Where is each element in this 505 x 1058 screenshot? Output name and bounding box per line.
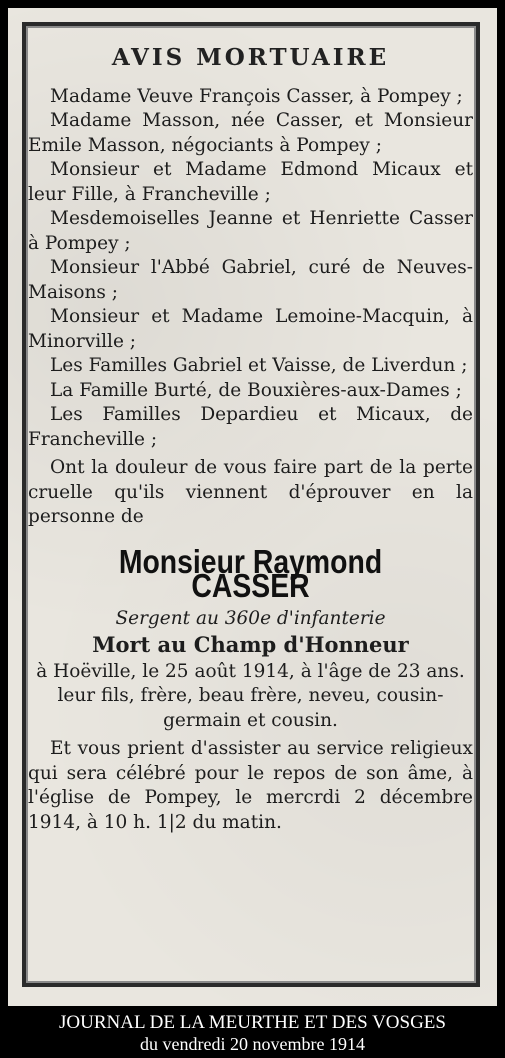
mourner-entry: Les Familles Depardieu et Micaux, de Francheville ; (28, 404, 473, 450)
caption-journal: JOURNAL DE LA MEURTHE ET DES VOSGES (59, 1012, 446, 1033)
death-heading: Mort au Champ d'Honneur (92, 632, 409, 657)
source-caption (0, 1012, 505, 1055)
death-notice (28, 36, 473, 835)
death-details: à Hoëville, le 25 août 1914, à l'âge de 23 ans. (36, 660, 465, 682)
mourner-entry: Madame Veuve François Casser, à Pompey ; (50, 85, 463, 107)
mourner-entry: Mesdemoiselles Jeanne et Henriette Casser à Pompey ; (28, 208, 473, 254)
mourners-list (28, 85, 473, 453)
mourner-entry: Monsieur l'Abbé Gabriel, curé de Neuves-Maisons ; (28, 257, 473, 303)
caption-date: du vendredi 20 novembre 1914 (140, 1034, 365, 1054)
mourner-entry: Monsieur et Madame Lemoine-Macquin, à Minorville ; (28, 306, 473, 352)
deceased-name: Monsieur Raymond CASSER (118, 542, 383, 604)
service-text: Et vous prient d'assister au service religieux qui sera célébré pour le repos de son âme, à l'église de Pompey, le mercrdi 2 décembre 1914, à 10 h. 1|2 du matin. (28, 738, 473, 833)
mourner-entry: Madame Masson, née Casser, et Monsieur Emile Masson, négociants à Pompey ; (28, 110, 473, 156)
mourner-entry: Monsieur et Madame Edmond Micaux et leur Fille, à Francheville ; (28, 159, 473, 205)
relation-text: leur fils, frère, beau frère, neveu, cousin-germain et cousin. (57, 685, 444, 731)
announcement-text: Ont la douleur de vous faire part de la perte cruelle qu'ils viennent d'éprouver en la personne de (28, 457, 473, 527)
notice-title: AVIS MORTUAIRE (111, 44, 390, 71)
mourner-entry: Les Familles Gabriel et Vaisse, de Liverdun ; (50, 355, 468, 376)
deceased-rank: Sergent au 360e d'infanterie (115, 607, 386, 629)
mourner-entry: La Famille Burté, de Bouxières-aux-Dames ; (50, 379, 462, 401)
newspaper-clipping (8, 8, 497, 1006)
